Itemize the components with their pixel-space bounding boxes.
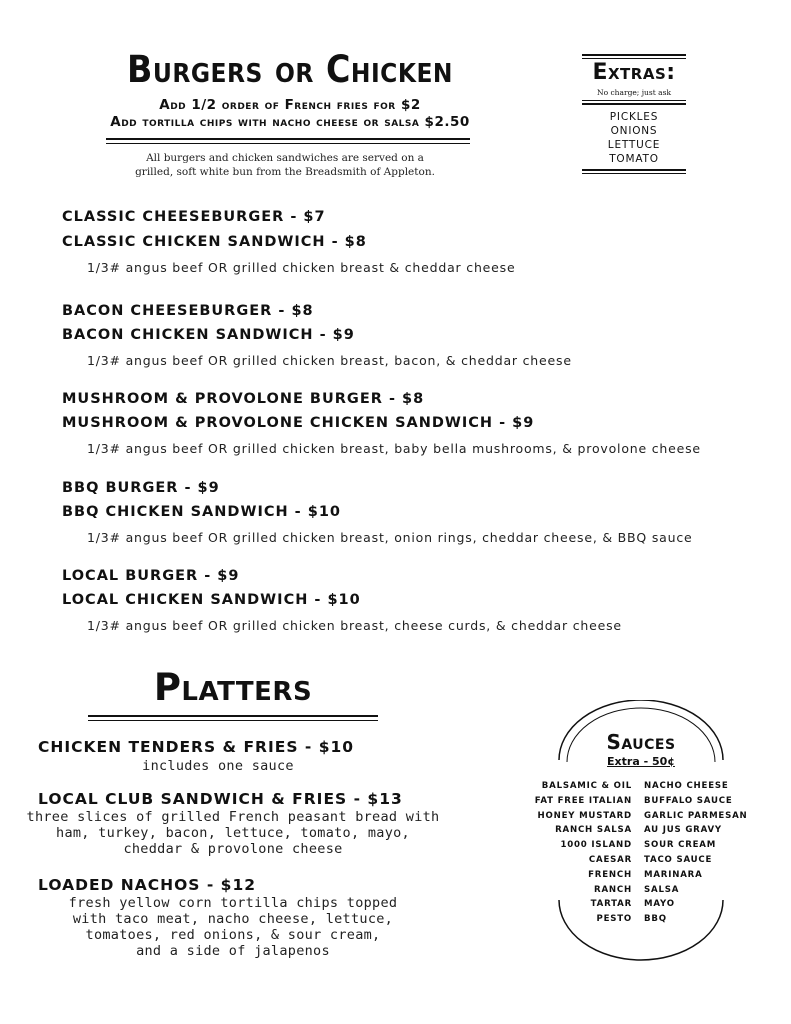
platter-tenders-title: CHICKEN TENDERS & FRIES - $10 xyxy=(38,738,355,756)
platter-desc-line: includes one sauce xyxy=(142,758,294,774)
platter-desc-line: with taco meat, nacho cheese, lettuce, xyxy=(72,911,394,927)
platter-desc-line: ham, turkey, bacon, lettuce, tomato, mayo, xyxy=(56,825,410,841)
item-bacon-description: 1/3# angus beef OR grilled chicken breast, bacon, & cheddar cheese xyxy=(87,353,572,368)
extras-rule-top-2 xyxy=(582,58,686,59)
platter-club-title: LOCAL CLUB SANDWICH & FRIES - $13 xyxy=(38,790,403,808)
platters-section-title: Platters xyxy=(153,666,313,709)
sauce-list-right xyxy=(644,779,784,927)
sauces-subtitle: Extra - 50¢ xyxy=(607,755,675,768)
extras-rule-bottom-2 xyxy=(582,173,686,174)
item-mushroom-description: 1/3# angus beef OR grilled chicken breast, baby bella mushrooms, & provolone cheese xyxy=(87,441,701,456)
extras-rule-top-1 xyxy=(582,54,686,56)
fries-addon-text: Add 1/2 order of French fries for $2 xyxy=(159,97,421,113)
platter-desc-line: cheddar & provolone cheese xyxy=(123,841,343,857)
item-bacon-chicken: BACON CHICKEN SANDWICH - $9 xyxy=(62,327,355,343)
sauce-item: FRENCH xyxy=(588,869,632,880)
platter-club-description xyxy=(18,809,448,857)
sauce-item: SOUR CREAM xyxy=(644,840,717,851)
platters-divider-top xyxy=(88,715,378,717)
extras-item: TOMATO xyxy=(609,153,659,165)
platter-desc-line: three slices of grilled French peasant bread with xyxy=(26,809,440,825)
extras-subtitle: No charge; just ask xyxy=(597,88,671,97)
item-bacon-burger: BACON CHEESEBURGER - $8 xyxy=(62,303,314,319)
item-bbq-burger: BBQ BURGER - $9 xyxy=(62,480,220,496)
item-bbq-chicken: BBQ CHICKEN SANDWICH - $10 xyxy=(62,504,341,520)
extras-title: Extras: xyxy=(592,60,676,85)
sauce-item: BBQ xyxy=(644,914,667,925)
bun-note xyxy=(95,151,475,179)
sauce-item: BALSAMIC & OIL xyxy=(541,781,632,791)
item-mushroom-chicken: MUSHROOM & PROVOLONE CHICKEN SANDWICH - $9 xyxy=(62,415,535,431)
sauce-item: HONEY MUSTARD xyxy=(537,810,632,821)
sauce-item: FAT FREE ITALIAN xyxy=(534,795,632,806)
sauce-item: MARINARA xyxy=(644,869,703,880)
item-local-description: 1/3# angus beef OR grilled chicken breast, cheese curds, & cheddar cheese xyxy=(87,618,622,633)
sauce-item: 1000 ISLAND xyxy=(560,840,632,851)
extras-item: PICKLES xyxy=(609,111,659,123)
extras-item: ONIONS xyxy=(610,125,658,137)
sauce-item: BUFFALO SAUCE xyxy=(644,795,733,806)
item-classic-burger: CLASSIC CHEESEBURGER - $7 xyxy=(62,209,326,225)
item-mushroom-burger: MUSHROOM & PROVOLONE BURGER - $8 xyxy=(62,391,425,407)
bun-note-line-2: grilled, soft white bun from the Breadsmith of Appleton. xyxy=(135,166,435,178)
platter-desc-line: and a side of jalapenos xyxy=(136,943,330,959)
platter-tenders-description xyxy=(118,758,318,774)
header-divider-top xyxy=(106,138,470,140)
burgers-section-title: Burgers or Chicken xyxy=(126,48,454,91)
item-classic-description: 1/3# angus beef OR grilled chicken breast & cheddar cheese xyxy=(87,260,516,275)
sauce-item: GARLIC PARMESAN xyxy=(644,810,748,821)
platters-divider-bottom xyxy=(88,720,378,721)
extras-rule-bottom-1 xyxy=(582,169,686,171)
extras-rule-mid-1 xyxy=(582,100,686,101)
extras-rule-mid-2 xyxy=(582,103,686,105)
sauces-title: Sauces xyxy=(606,730,676,754)
sauce-item: MAYO xyxy=(644,899,675,910)
sauce-item: TARTAR xyxy=(590,899,632,910)
item-bbq-description: 1/3# angus beef OR grilled chicken breast, onion rings, cheddar cheese, & BBQ sauce xyxy=(87,530,693,545)
sauce-item: NACHO CHEESE xyxy=(644,781,729,791)
sauce-item: RANCH xyxy=(594,884,632,895)
sauce-list-left xyxy=(506,779,632,927)
item-classic-chicken: CLASSIC CHICKEN SANDWICH - $8 xyxy=(62,234,367,250)
bun-note-line-1: All burgers and chicken sandwiches are served on a xyxy=(146,152,424,164)
sauce-item: SALSA xyxy=(644,884,680,895)
platter-desc-line: tomatoes, red onions, & sour cream, xyxy=(85,927,381,943)
sauce-item: TACO SAUCE xyxy=(644,854,713,865)
extras-list xyxy=(582,110,686,166)
sauce-item: RANCH SALSA xyxy=(555,825,632,836)
item-local-burger: LOCAL BURGER - $9 xyxy=(62,568,240,584)
chips-addon-text: Add tortilla chips with nacho cheese or salsa $2.50 xyxy=(110,114,470,130)
item-local-chicken: LOCAL CHICKEN SANDWICH - $10 xyxy=(62,592,361,608)
platter-nachos-title: LOADED NACHOS - $12 xyxy=(38,876,257,894)
sauce-item: AU JUS GRAVY xyxy=(644,825,722,836)
sauce-item: CAESAR xyxy=(588,854,632,865)
header-divider-bottom xyxy=(106,143,470,144)
sauce-item: PESTO xyxy=(596,914,632,925)
platter-desc-line: fresh yellow corn tortilla chips topped xyxy=(68,895,398,911)
extras-item: LETTUCE xyxy=(607,139,661,151)
platter-nachos-description xyxy=(40,895,426,959)
